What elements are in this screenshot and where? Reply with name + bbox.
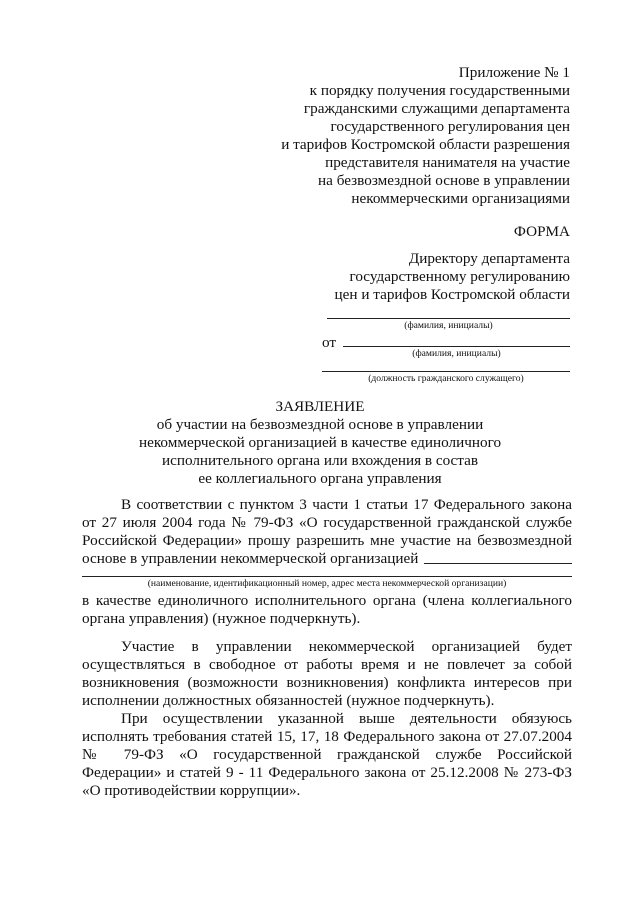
name-line-1 [327, 318, 570, 319]
form-label: ФОРМА [513, 223, 570, 240]
paragraph-line: «О противодействии коррупции». [82, 782, 301, 799]
paragraph-line: возникновения (возможности возникновения) конфликта интересов при [82, 674, 572, 691]
name-hint-1: (фамилия, инициалы) [404, 320, 493, 331]
paragraph-line: В соответствии с пунктом 3 части 1 статьи 17 Федерального закона [121, 496, 572, 513]
org-fill-line [424, 563, 572, 564]
statement-subtitle-line: исполнительного органа или вхождения в состав [161, 452, 479, 469]
paragraph-line: в качестве единоличного исполнительного органа (члена коллегиального [82, 592, 572, 609]
appendix-line: гражданскими служащими департамента [303, 100, 570, 117]
org-full-line [82, 576, 572, 577]
appendix-line: некоммерческими организациями [351, 190, 570, 207]
appendix-line: представителя нанимателя на участие [325, 154, 570, 171]
appendix-title: Приложение № 1 [458, 64, 570, 81]
paragraph-line: При осуществлении указанной выше деятельности обязуюсь [121, 710, 572, 727]
from-label: от [322, 334, 337, 351]
position-line [322, 371, 570, 372]
paragraph-line: органа управления) (нужное подчеркнуть). [82, 610, 361, 627]
addressee-line: Директору департамента [408, 250, 570, 267]
paragraph-line: Участие в управлении некоммерческой организацией будет [121, 638, 572, 655]
appendix-line: к порядку получения государственными [309, 82, 570, 99]
paragraph-line: Федерации» и статей 9 - 11 Федерального закона от 25.12.2008 № 273-ФЗ [82, 764, 572, 781]
paragraph-line: осуществляться в свободное от работы время и не повлечет за собой [82, 656, 572, 673]
position-hint: (должность гражданского служащего) [368, 373, 524, 384]
appendix-line: и тарифов Костромской области разрешения [281, 136, 570, 153]
paragraph-line: основе в управлении некоммерческой организацией [82, 550, 419, 567]
statement-subtitle-line: об участии на безвозмездной основе в управлении [156, 416, 484, 433]
paragraph-line: исполнении должностных обязанностей (нужное подчеркнуть). [82, 692, 495, 709]
paragraph-line: от 27 июля 2004 года № 79-ФЗ «О государственной гражданской службе [82, 514, 572, 531]
appendix-line: государственного регулирования цен [330, 118, 570, 135]
statement-subtitle-line: ее коллегиального органа управления [198, 470, 442, 487]
paragraph-line: исполнять требования статей 15, 17, 18 Федерального закона от 27.07.2004 [82, 728, 572, 745]
paragraph-line: Российской Федерации» прошу разрешить мне участие на безвозмездной [82, 532, 572, 549]
addressee-line: государственному регулированию [349, 268, 570, 285]
appendix-line: на безвозмездной основе в управлении [318, 172, 570, 189]
addressee-line: цен и тарифов Костромской области [334, 286, 570, 303]
name-hint-2: (фамилия, инициалы) [412, 348, 501, 359]
statement-subtitle-line: некоммерческой организацией в качестве единоличного [138, 434, 502, 451]
paragraph-line: № 79-ФЗ «О государственной гражданской службе Российской [82, 746, 572, 763]
name-line-2 [343, 346, 570, 347]
statement-title: ЗАЯВЛЕНИЕ [275, 398, 365, 415]
org-hint: (наименование, идентификационный номер, адрес места некоммерческой организации) [147, 578, 507, 589]
